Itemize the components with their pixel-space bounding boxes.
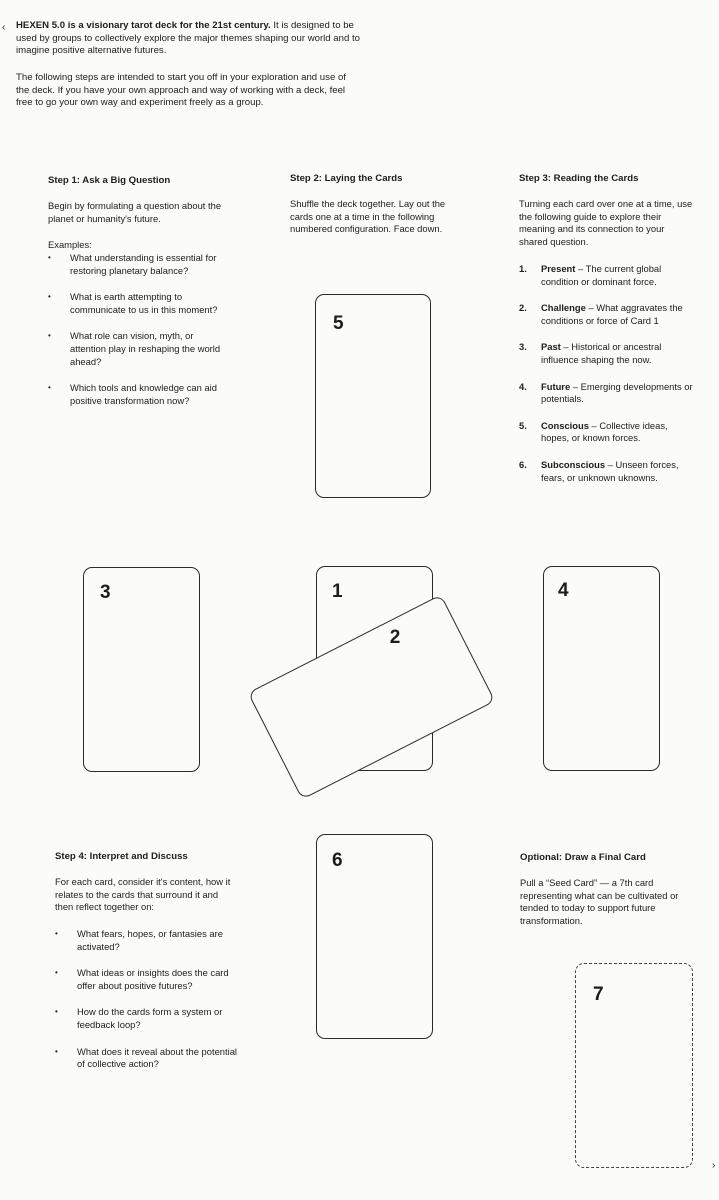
list-item: • What ideas or insights does the card offer about positive futures?: [55, 967, 240, 992]
intro-bold-lead: HEXEN 5.0 is a visionary tarot deck for the 21st century.: [16, 20, 271, 31]
card-5: [315, 294, 431, 498]
step4-title: Step 4: Interpret and Discuss: [55, 851, 188, 862]
list-item: 4. Future – Emerging developments or potentials.: [519, 380, 693, 405]
list-item: • Which tools and knowledge can aid positive transformation now?: [48, 382, 228, 407]
step1-examples-list: [48, 252, 228, 421]
list-item: 2. Challenge – What aggravates the conditions or force of Card 1: [519, 302, 683, 326]
step2-body: Shuffle the deck together. Lay out the cards one at a time in the following numbered configuration. Face down.: [290, 198, 446, 235]
card-number: 2: [389, 626, 401, 648]
list-item: 5. Conscious – Collective ideas, hopes, or known forces.: [519, 419, 668, 444]
step1-title: Step 1: Ask a Big Question: [48, 175, 171, 186]
list-item: • What does it reveal about the potential of collective action?: [55, 1046, 240, 1071]
optional-title: Optional: Draw a Final Card: [520, 852, 646, 863]
step4-body: For each card, consider it's content, how it relates to the cards that surround it and then reflect together on:: [55, 876, 231, 913]
list-item: 3. Past – Historical or ancestral influence shaping the now.: [519, 341, 662, 365]
step2-title: Step 2: Laying the Cards: [290, 173, 403, 184]
step3-title: Step 3: Reading the Cards: [519, 173, 639, 184]
list-item: • What is earth attempting to communicate to us in this moment?: [48, 291, 228, 316]
step3-reading-list: [519, 263, 697, 498]
step1-examples-label: Examples:: [48, 239, 92, 250]
optional-body: Pull a “Seed Card” — a 7th card representing what can be cultivated or tended to today to support future transformation.: [520, 877, 679, 926]
list-item: 1. Present – The current global condition or dominant force.: [519, 263, 662, 287]
list-item: • What role can vision, myth, or attention play in reshaping the world ahead?: [48, 330, 228, 368]
intro-rest: It is designed to be used by groups to collectively explore the major themes shaping our world and to imagine positive alternative futures.: [16, 20, 360, 57]
intro-paragraph-2: The following steps are intended to start you off in your exploration and use of the deck. If you have your own approach and way of working with a deck, feel free to go your own way and experiment freely as a group.: [16, 72, 346, 109]
card-number: 4: [558, 580, 569, 601]
card-3: [83, 567, 200, 772]
list-item: • How do the cards form a system or feedback loop?: [55, 1006, 240, 1031]
list-item: • What fears, hopes, or fantasies are activated?: [55, 928, 240, 953]
card-6: [316, 834, 433, 1039]
card-number: 6: [332, 850, 343, 871]
card-7-seed: [575, 963, 693, 1168]
step4-list: [55, 928, 240, 1085]
intro-paragraph-1: [16, 20, 361, 58]
card-4: [543, 566, 660, 771]
step1-body: Begin by formulating a question about the planet or humanity's future.: [48, 200, 222, 224]
card-number: 1: [332, 581, 343, 602]
step3-body: Turning each card over one at a time, use the following guide to explore their meaning and its connection to your shared question.: [519, 198, 693, 247]
margin-mark: ›: [712, 1160, 716, 1171]
margin-mark: ‹: [2, 22, 6, 33]
card-number: 5: [333, 313, 344, 334]
list-item: 6. Subconscious – Unseen forces, fears, or unknown uknowns.: [519, 458, 679, 483]
card-number: 3: [100, 582, 111, 603]
card-number: 7: [593, 984, 604, 1005]
list-item: • What understanding is essential for restoring planetary balance?: [48, 252, 228, 277]
